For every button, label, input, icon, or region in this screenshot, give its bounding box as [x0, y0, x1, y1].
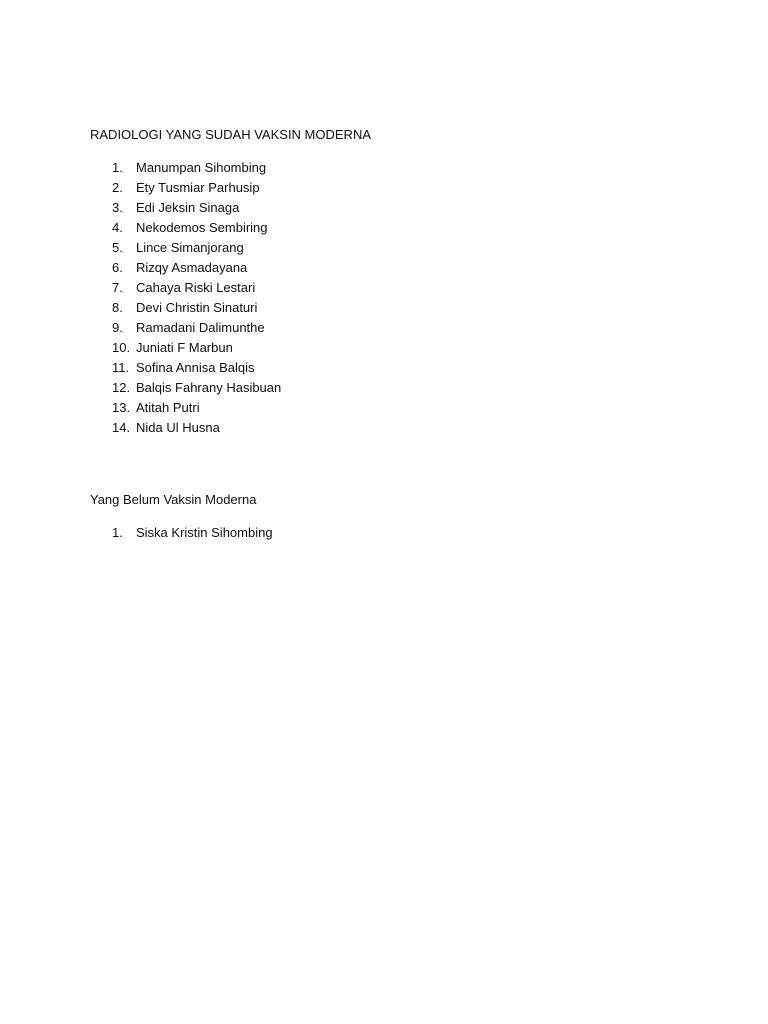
item-number: 8.	[112, 300, 123, 315]
item-number: 9.	[112, 320, 123, 335]
item-number: 13.	[112, 400, 131, 415]
item-number: 11.	[112, 360, 130, 375]
item-number: 7.	[112, 280, 123, 295]
item-number: 1.	[112, 525, 123, 540]
item-name: Edi Jeksin Sinaga	[136, 200, 240, 215]
item-number: 2.	[112, 180, 123, 195]
item-number: 10.	[112, 340, 131, 355]
item-name: Balqis Fahrany Hasibuan	[136, 380, 282, 395]
item-name: Juniati F Marbun	[136, 340, 233, 355]
item-number: 1.	[112, 160, 123, 175]
item-name: Rizqy Asmadayana	[136, 260, 248, 275]
item-name: Lince Simanjorang	[136, 240, 244, 255]
item-number: 14.	[112, 420, 131, 435]
item-number: 3.	[112, 200, 123, 215]
item-name: Ety Tusmiar Parhusip	[136, 180, 260, 195]
item-number: 12.	[112, 380, 131, 395]
item-name: Nekodemos Sembiring	[136, 220, 268, 235]
item-name: Nida Ul Husna	[136, 420, 220, 435]
item-name: Cahaya Riski Lestari	[136, 280, 256, 295]
item-name: Siska Kristin Sihombing	[136, 525, 273, 540]
item-name: Devi Christin Sinaturi	[136, 300, 258, 315]
item-name: Manumpan Sihombing	[136, 160, 267, 175]
section-title-unvaccinated: Yang Belum Vaksin Moderna	[90, 492, 257, 507]
item-number: 6.	[112, 260, 123, 275]
item-number: 5.	[112, 240, 123, 255]
section-title-vaccinated: RADIOLOGI YANG SUDAH VAKSIN MODERNA	[90, 127, 371, 142]
item-name: Sofina Annisa Balqis	[136, 360, 255, 375]
item-name: Atitah Putri	[136, 400, 200, 415]
item-number: 4.	[112, 220, 123, 235]
item-name: Ramadani Dalimunthe	[136, 320, 265, 335]
